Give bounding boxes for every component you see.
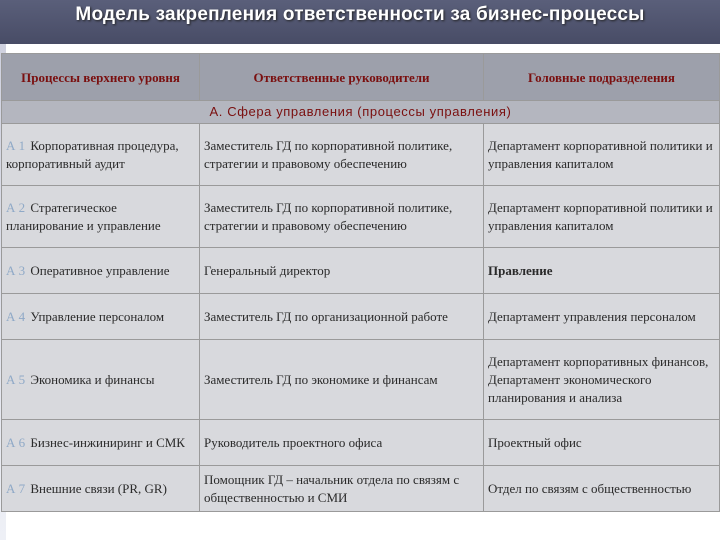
unit-cell: Департамент корпоративной политики и управления капиталом (484, 124, 720, 186)
page-title: Модель закрепления ответственности за бизнес-процессы (75, 4, 645, 25)
table-row (2, 186, 720, 248)
process-code: А 2 (6, 199, 26, 215)
process-cell (2, 124, 200, 186)
process-code: А 7 (6, 480, 26, 496)
header-units: Головные подразделения (484, 54, 720, 101)
manager-cell: Руководитель проектного офиса (200, 420, 484, 466)
process-code: А 6 (6, 434, 26, 450)
manager-cell: Помощник ГД – начальник отдела по связям с общественностью и СМИ (200, 466, 484, 512)
process-name: Корпоративная процедура, корпоративный аудит (6, 137, 179, 171)
process-code: А 5 (6, 371, 26, 387)
manager-cell: Заместитель ГД по организационной работе (200, 294, 484, 340)
unit-cell: Отдел по связям с общественностью (484, 466, 720, 512)
section-row (2, 101, 720, 124)
process-name: Управление персоналом (30, 308, 165, 324)
table-row (2, 420, 720, 466)
process-cell (2, 186, 200, 248)
table-row (2, 340, 720, 420)
process-cell (2, 420, 200, 466)
manager-cell: Заместитель ГД по корпоративной политике, стратегии и правовому обеспечению (200, 186, 484, 248)
process-code: А 1 (6, 137, 26, 153)
process-name: Оперативное управление (30, 262, 170, 278)
manager-cell: Заместитель ГД по экономике и финансам (200, 340, 484, 420)
table-row (2, 294, 720, 340)
header-managers: Ответственные руководители (200, 54, 484, 101)
table-row (2, 466, 720, 512)
header-row (2, 54, 720, 101)
process-code: А 3 (6, 262, 26, 278)
process-cell (2, 248, 200, 294)
title-bar (0, 0, 720, 44)
process-code: А 4 (6, 308, 26, 324)
unit-cell: Проектный офис (484, 420, 720, 466)
process-name: Внешние связи (PR, GR) (30, 480, 167, 496)
table-row (2, 124, 720, 186)
process-cell (2, 340, 200, 420)
manager-cell: Заместитель ГД по корпоративной политике, стратегии и правовому обеспечению (200, 124, 484, 186)
process-name: Стратегическое планирование и управление (6, 199, 161, 233)
process-name: Бизнес-инжиниринг и СМК (30, 434, 185, 450)
process-cell (2, 294, 200, 340)
unit-cell: Департамент корпоративных финансов, Департамент экономического планирования и анализа (484, 340, 720, 420)
table-row (2, 248, 720, 294)
section-title: А. Сфера управления (процессы управления) (2, 101, 720, 124)
process-cell (2, 466, 200, 512)
manager-cell: Генеральный директор (200, 248, 484, 294)
header-processes: Процессы верхнего уровня (2, 54, 200, 101)
process-name: Экономика и финансы (30, 371, 155, 387)
unit-cell: Департамент управления персоналом (484, 294, 720, 340)
responsibility-table (1, 53, 720, 512)
unit-cell: Департамент корпоративной политики и управления капиталом (484, 186, 720, 248)
unit-cell: Правление (484, 248, 720, 294)
